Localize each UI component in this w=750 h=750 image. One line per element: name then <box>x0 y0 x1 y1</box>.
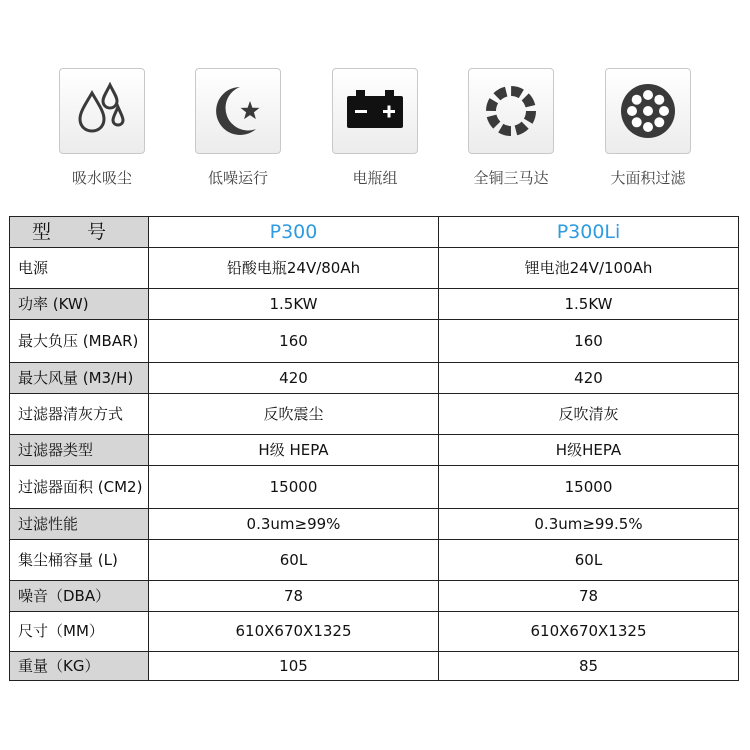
row-value-p300: 105 <box>149 652 439 681</box>
table-row <box>10 612 739 652</box>
model-p300li: P300Li <box>439 217 739 248</box>
feature-water-dust <box>59 68 145 188</box>
feature-low-noise <box>195 68 281 188</box>
row-value-p300: 610X670X1325 <box>149 612 439 652</box>
row-label: 最大负压 (MBAR) <box>10 320 149 363</box>
table-row <box>10 540 739 581</box>
table-row <box>10 289 739 320</box>
table-row <box>10 435 739 466</box>
feature-label: 电瓶组 <box>352 169 398 187</box>
table-row <box>10 509 739 540</box>
row-value-p300li: 160 <box>439 320 739 363</box>
row-value-p300li: 420 <box>439 363 739 394</box>
feature-label: 全铜三马达 <box>473 169 549 187</box>
row-value-p300: 铅酸电瓶24V/80Ah <box>149 248 439 289</box>
table-row <box>10 466 739 509</box>
row-value-p300li: 15000 <box>439 466 739 509</box>
feature-label: 大面积过滤 <box>610 169 686 187</box>
feature-label: 低噪运行 <box>207 169 268 187</box>
row-value-p300li: 1.5KW <box>439 289 739 320</box>
table-row <box>10 248 739 289</box>
row-value-p300li: 0.3um≥99.5% <box>439 509 739 540</box>
motor-ring-icon <box>468 68 554 154</box>
water-drops-icon <box>59 68 145 154</box>
spec-table <box>9 216 739 681</box>
row-label: 噪音（DBA） <box>10 581 149 612</box>
row-label: 功率 (KW) <box>10 289 149 320</box>
model-p300: P300 <box>149 217 439 248</box>
row-label: 最大风量 (M3/H) <box>10 363 149 394</box>
row-label: 过滤器清灰方式 <box>10 394 149 435</box>
feature-label: 吸水吸尘 <box>71 169 132 187</box>
row-value-p300: 160 <box>149 320 439 363</box>
row-label: 过滤性能 <box>10 509 149 540</box>
row-value-p300: 0.3um≥99% <box>149 509 439 540</box>
filter-wheel-icon <box>605 68 691 154</box>
row-value-p300: 60L <box>149 540 439 581</box>
feature-battery-pack <box>332 68 418 188</box>
row-label: 重量（KG） <box>10 652 149 681</box>
row-label: 电源 <box>10 248 149 289</box>
table-row <box>10 394 739 435</box>
row-value-p300li: 反吹清灰 <box>439 394 739 435</box>
table-row <box>10 363 739 394</box>
row-value-p300: H级 HEPA <box>149 435 439 466</box>
moon-star-icon <box>195 68 281 154</box>
row-value-p300li: 锂电池24V/100Ah <box>439 248 739 289</box>
row-value-p300: 420 <box>149 363 439 394</box>
row-value-p300li: H级HEPA <box>439 435 739 466</box>
row-value-p300li: 78 <box>439 581 739 612</box>
table-header-row <box>10 217 739 248</box>
model-header-label: 型号 <box>10 217 149 248</box>
row-value-p300li: 85 <box>439 652 739 681</box>
row-value-p300: 78 <box>149 581 439 612</box>
row-value-p300li: 60L <box>439 540 739 581</box>
row-label: 过滤器类型 <box>10 435 149 466</box>
feature-copper-motors <box>468 68 554 188</box>
battery-icon <box>332 68 418 154</box>
table-row <box>10 581 739 612</box>
row-label: 尺寸（MM） <box>10 612 149 652</box>
row-value-p300li: 610X670X1325 <box>439 612 739 652</box>
row-label: 过滤器面积 (CM2) <box>10 466 149 509</box>
row-label: 集尘桶容量 (L) <box>10 540 149 581</box>
feature-icons-row <box>0 68 750 188</box>
row-value-p300: 反吹震尘 <box>149 394 439 435</box>
table-row <box>10 320 739 363</box>
row-value-p300: 1.5KW <box>149 289 439 320</box>
row-value-p300: 15000 <box>149 466 439 509</box>
feature-large-filter <box>605 68 691 188</box>
table-row <box>10 652 739 681</box>
